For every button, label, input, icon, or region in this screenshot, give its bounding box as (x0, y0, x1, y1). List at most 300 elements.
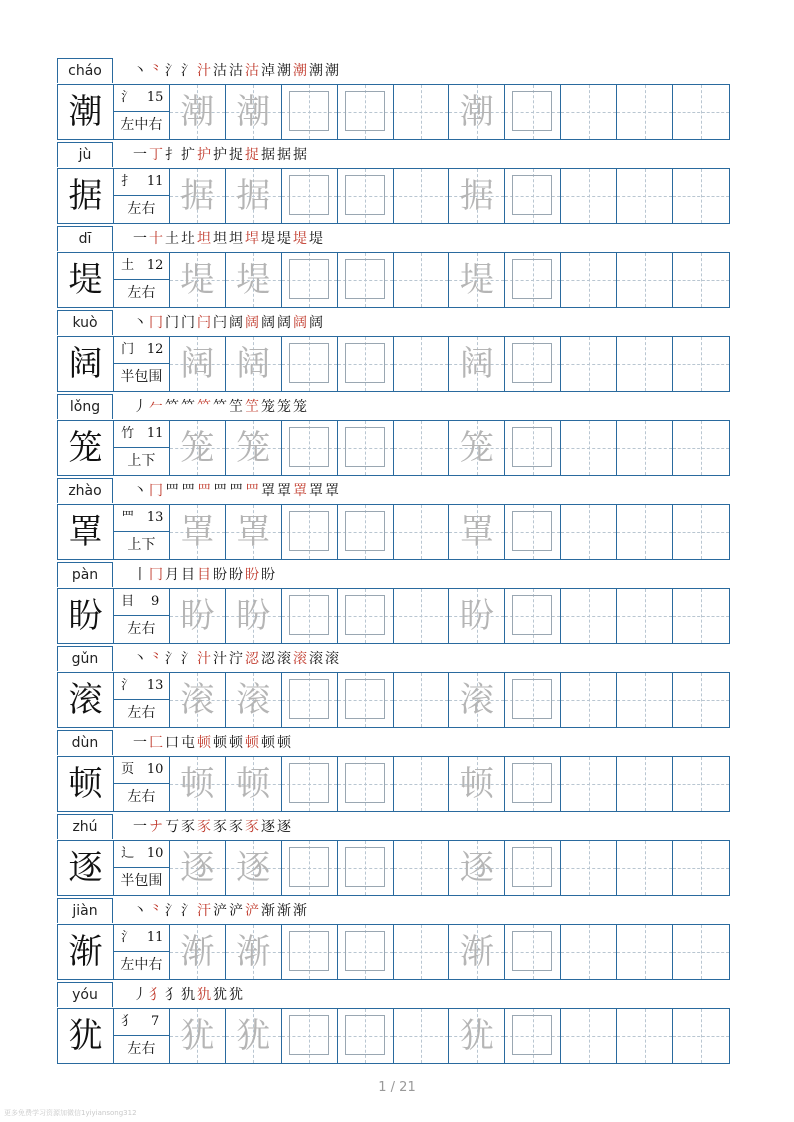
writing-cell[interactable] (617, 673, 673, 727)
stroke-step: 十 (149, 231, 163, 247)
writing-cell[interactable] (617, 85, 673, 139)
radical-label: 门 (121, 342, 135, 357)
radical-label: 辶 (121, 846, 135, 861)
stroke-step: 氵 (165, 651, 179, 667)
trace-character: 据 (236, 176, 271, 216)
trace-character: 渐 (236, 932, 271, 972)
stroke-step: 沽 (229, 63, 243, 79)
writing-box (345, 343, 385, 383)
stroke-step: 盼 (213, 567, 227, 583)
boxed-writing-cell[interactable] (282, 169, 338, 223)
stroke-step: 罩 (309, 483, 323, 499)
stroke-step: 浐 (213, 903, 227, 919)
writing-cell[interactable] (673, 673, 729, 727)
writing-cell[interactable] (673, 757, 729, 811)
trace-character: 犹 (236, 1016, 271, 1056)
boxed-writing-cell[interactable] (505, 169, 561, 223)
stroke-step: 潮 (277, 63, 291, 79)
trace-cell[interactable] (449, 757, 505, 811)
practice-row (57, 504, 730, 560)
stroke-step: 渐 (293, 903, 307, 919)
stroke-step: 盼 (245, 567, 259, 583)
stroke-step: 𥫗 (213, 399, 227, 415)
boxed-writing-cell[interactable] (338, 757, 394, 811)
trace-character: 罩 (459, 512, 494, 552)
writing-cell[interactable] (617, 925, 673, 979)
writing-cell[interactable] (561, 673, 617, 727)
stroke-step: 罒 (197, 483, 211, 499)
character-info (114, 757, 170, 811)
stroke-step: 渐 (261, 903, 275, 919)
writing-cell[interactable] (617, 421, 673, 475)
writing-cell[interactable] (394, 337, 450, 391)
pinyin-label: cháo (57, 58, 113, 83)
stroke-step: 潮 (293, 63, 307, 79)
writing-box (289, 91, 329, 131)
trace-cell[interactable] (226, 841, 282, 895)
stroke-step: 门 (165, 315, 179, 331)
entry-header (57, 646, 731, 672)
writing-cell[interactable] (394, 505, 450, 559)
trace-cell[interactable] (226, 589, 282, 643)
boxed-writing-cell[interactable] (282, 505, 338, 559)
writing-cell[interactable] (394, 85, 450, 139)
stroke-count: 11 (146, 930, 164, 945)
stroke-step: 氵 (165, 63, 179, 79)
structure-label: 左中右 (120, 117, 163, 133)
trace-cell[interactable] (226, 85, 282, 139)
character-info (114, 421, 170, 475)
writing-cell[interactable] (561, 757, 617, 811)
writing-cell[interactable] (617, 169, 673, 223)
trace-cell[interactable] (170, 85, 226, 139)
stroke-count: 11 (146, 174, 164, 189)
stroke-step: 涊 (245, 651, 259, 667)
stroke-step: 捉 (245, 147, 259, 163)
trace-cell[interactable] (449, 421, 505, 475)
character-info (114, 169, 170, 223)
trace-cell[interactable] (226, 757, 282, 811)
practice-row (57, 84, 730, 140)
writing-box (512, 679, 552, 719)
writing-cell[interactable] (617, 757, 673, 811)
writing-cell[interactable] (673, 589, 729, 643)
stroke-step: 氵 (181, 651, 195, 667)
model-character: 据 (58, 169, 114, 223)
writing-box (345, 511, 385, 551)
trace-character: 潮 (180, 92, 215, 132)
trace-character: 罩 (236, 512, 271, 552)
boxed-writing-cell[interactable] (505, 337, 561, 391)
trace-cell[interactable] (226, 421, 282, 475)
stroke-step: 氵 (181, 63, 195, 79)
trace-character: 阔 (180, 344, 215, 384)
character-info (114, 1009, 170, 1063)
model-character: 堤 (58, 253, 114, 307)
structure-label: 上下 (127, 537, 156, 553)
stroke-step: 丿 (133, 987, 147, 1003)
stroke-step: 罩 (325, 483, 339, 499)
writing-cell[interactable] (617, 1009, 673, 1063)
stroke-step: 丿 (133, 399, 147, 415)
stroke-step: 据 (261, 147, 275, 163)
boxed-writing-cell[interactable] (338, 85, 394, 139)
stroke-step: 盼 (229, 567, 243, 583)
boxed-writing-cell[interactable] (338, 505, 394, 559)
pinyin-label: jù (57, 142, 113, 167)
boxed-writing-cell[interactable] (338, 841, 394, 895)
stroke-step: 屯 (181, 735, 195, 751)
trace-cell[interactable] (170, 925, 226, 979)
model-character: 犹 (58, 1009, 114, 1063)
stroke-step: ⺀ (149, 903, 163, 919)
stroke-step: 堤 (309, 231, 323, 247)
trace-cell[interactable] (170, 505, 226, 559)
boxed-writing-cell[interactable] (338, 1009, 394, 1063)
stroke-count: 15 (146, 90, 164, 105)
stroke-step: 罒 (181, 483, 195, 499)
stroke-step: 笁 (245, 399, 259, 415)
trace-character: 笼 (180, 428, 215, 468)
pinyin-label: zhào (57, 478, 113, 503)
stroke-step: 目 (181, 567, 195, 583)
writing-cell[interactable] (394, 253, 450, 307)
stroke-step: 浐 (229, 903, 243, 919)
writing-box (345, 427, 385, 467)
character-entry (57, 310, 731, 394)
trace-character: 笼 (459, 428, 494, 468)
stroke-step: 𥫗 (197, 399, 211, 415)
stroke-step: 目 (197, 567, 211, 583)
stroke-step: 坦 (213, 231, 227, 247)
stroke-step: 一 (133, 147, 147, 163)
stroke-step: 据 (277, 147, 291, 163)
writing-cell[interactable] (673, 505, 729, 559)
stroke-step: 𥫗 (165, 399, 179, 415)
trace-cell[interactable] (170, 1009, 226, 1063)
character-entry (57, 562, 731, 646)
boxed-writing-cell[interactable] (282, 841, 338, 895)
radical-label: 氵 (121, 678, 135, 693)
stroke-step: 冂 (149, 567, 163, 583)
writing-cell[interactable] (394, 589, 450, 643)
stroke-step: 犭 (149, 987, 163, 1003)
stroke-step: 丶 (133, 315, 147, 331)
writing-cell[interactable] (673, 253, 729, 307)
boxed-writing-cell[interactable] (505, 1009, 561, 1063)
writing-cell[interactable] (561, 337, 617, 391)
stroke-step: 潮 (325, 63, 339, 79)
character-entry (57, 142, 731, 226)
stroke-order-sequence (133, 312, 325, 334)
stroke-step: 扩 (181, 147, 195, 163)
stroke-step: 豕 (181, 819, 195, 835)
trace-character: 盼 (459, 596, 494, 636)
stroke-step: 犰 (197, 987, 211, 1003)
writing-cell[interactable] (617, 505, 673, 559)
entry-header (57, 142, 731, 168)
trace-cell[interactable] (449, 1009, 505, 1063)
stroke-step: 匚 (149, 735, 163, 751)
trace-cell[interactable] (449, 169, 505, 223)
boxed-writing-cell[interactable] (282, 589, 338, 643)
trace-character: 阔 (459, 344, 494, 384)
radical-label: 犭 (121, 1014, 135, 1029)
structure-label: 左右 (127, 621, 156, 637)
entry-header (57, 226, 731, 252)
boxed-writing-cell[interactable] (505, 421, 561, 475)
boxed-writing-cell[interactable] (505, 589, 561, 643)
stroke-step: 堤 (261, 231, 275, 247)
stroke-step: 浐 (245, 903, 259, 919)
stroke-step: 涊 (261, 651, 275, 667)
boxed-writing-cell[interactable] (338, 589, 394, 643)
stroke-order-sequence (133, 564, 277, 586)
stroke-step: 土 (165, 231, 179, 247)
stroke-count: 9 (151, 594, 160, 609)
model-character: 阔 (58, 337, 114, 391)
boxed-writing-cell[interactable] (505, 673, 561, 727)
trace-cell[interactable] (449, 337, 505, 391)
writing-cell[interactable] (394, 841, 450, 895)
writing-box (345, 595, 385, 635)
writing-cell[interactable] (561, 253, 617, 307)
writing-cell[interactable] (561, 841, 617, 895)
boxed-writing-cell[interactable] (338, 169, 394, 223)
structure-label: 左中右 (120, 957, 163, 973)
writing-cell[interactable] (673, 841, 729, 895)
writing-cell[interactable] (673, 169, 729, 223)
stroke-step: 汁 (197, 63, 211, 79)
boxed-writing-cell[interactable] (505, 757, 561, 811)
writing-box (512, 847, 552, 887)
boxed-writing-cell[interactable] (338, 337, 394, 391)
boxed-writing-cell[interactable] (338, 925, 394, 979)
stroke-step: 𠂉 (149, 399, 163, 415)
stroke-step: 堤 (293, 231, 307, 247)
pinyin-label: pàn (57, 562, 113, 587)
boxed-writing-cell[interactable] (505, 505, 561, 559)
model-character: 潮 (58, 85, 114, 139)
model-character: 笼 (58, 421, 114, 475)
writing-box (289, 595, 329, 635)
writing-cell[interactable] (617, 589, 673, 643)
stroke-step: 顿 (213, 735, 227, 751)
boxed-writing-cell[interactable] (505, 925, 561, 979)
stroke-step: 潮 (309, 63, 323, 79)
writing-cell[interactable] (394, 169, 450, 223)
stroke-step: 一 (133, 819, 147, 835)
writing-cell[interactable] (561, 505, 617, 559)
writing-box (512, 1015, 552, 1055)
trace-character: 犹 (459, 1016, 494, 1056)
writing-cell[interactable] (673, 925, 729, 979)
trace-cell[interactable] (170, 757, 226, 811)
stroke-step: 沽 (245, 63, 259, 79)
writing-cell[interactable] (561, 589, 617, 643)
writing-cell[interactable] (561, 85, 617, 139)
stroke-order-sequence (133, 60, 341, 82)
boxed-writing-cell[interactable] (338, 421, 394, 475)
boxed-writing-cell[interactable] (282, 85, 338, 139)
trace-cell[interactable] (226, 253, 282, 307)
trace-character: 盼 (180, 596, 215, 636)
stroke-step: 丶 (133, 651, 147, 667)
entry-header (57, 814, 731, 840)
character-entry (57, 58, 731, 142)
boxed-writing-cell[interactable] (282, 421, 338, 475)
writing-box (345, 763, 385, 803)
writing-cell[interactable] (673, 85, 729, 139)
entry-header (57, 394, 731, 420)
stroke-step: 笼 (277, 399, 291, 415)
stroke-order-sequence (133, 396, 309, 418)
model-character: 逐 (58, 841, 114, 895)
stroke-step: 逐 (277, 819, 291, 835)
stroke-step: 坦 (197, 231, 211, 247)
stroke-step: 犹 (229, 987, 243, 1003)
radical-label: 页 (121, 762, 135, 777)
writing-cell[interactable] (394, 757, 450, 811)
boxed-writing-cell[interactable] (282, 337, 338, 391)
trace-character: 罩 (180, 512, 215, 552)
trace-cell[interactable] (226, 925, 282, 979)
stroke-step: 坦 (229, 231, 243, 247)
trace-cell[interactable] (449, 505, 505, 559)
structure-label: 左右 (127, 285, 156, 301)
stroke-step: 滚 (309, 651, 323, 667)
writing-cell[interactable] (394, 1009, 450, 1063)
trace-cell[interactable] (226, 673, 282, 727)
writing-cell[interactable] (617, 337, 673, 391)
trace-cell[interactable] (449, 85, 505, 139)
trace-character: 逐 (236, 848, 271, 888)
trace-cell[interactable] (170, 421, 226, 475)
character-entry (57, 982, 731, 1066)
radical-label: 目 (121, 594, 135, 609)
stroke-order-sequence (133, 732, 293, 754)
boxed-writing-cell[interactable] (282, 1009, 338, 1063)
practice-row (57, 840, 730, 896)
boxed-writing-cell[interactable] (282, 757, 338, 811)
trace-character: 顿 (180, 764, 215, 804)
stroke-step: 月 (165, 567, 179, 583)
trace-cell[interactable] (226, 505, 282, 559)
trace-cell[interactable] (449, 925, 505, 979)
character-info (114, 589, 170, 643)
writing-box (289, 259, 329, 299)
writing-cell[interactable] (561, 1009, 617, 1063)
stroke-step: 氵 (165, 903, 179, 919)
stroke-order-sequence (133, 480, 341, 502)
stroke-step: 沽 (213, 63, 227, 79)
stroke-step: 犭 (165, 987, 179, 1003)
trace-cell[interactable] (170, 337, 226, 391)
trace-character: 逐 (180, 848, 215, 888)
writing-box (512, 511, 552, 551)
trace-cell[interactable] (449, 673, 505, 727)
writing-cell[interactable] (561, 925, 617, 979)
boxed-writing-cell[interactable] (505, 253, 561, 307)
stroke-step: 护 (213, 147, 227, 163)
stroke-step: 氵 (181, 903, 195, 919)
trace-cell[interactable] (170, 673, 226, 727)
writing-cell[interactable] (561, 421, 617, 475)
stroke-count: 7 (151, 1014, 160, 1029)
boxed-writing-cell[interactable] (338, 673, 394, 727)
trace-character: 盼 (236, 596, 271, 636)
writing-box (345, 931, 385, 971)
trace-cell[interactable] (226, 1009, 282, 1063)
stroke-step: 阔 (229, 315, 243, 331)
character-info (114, 85, 170, 139)
boxed-writing-cell[interactable] (505, 85, 561, 139)
trace-cell[interactable] (170, 253, 226, 307)
writing-cell[interactable] (561, 169, 617, 223)
boxed-writing-cell[interactable] (282, 925, 338, 979)
writing-box (345, 847, 385, 887)
trace-character: 渐 (180, 932, 215, 972)
structure-label: 左右 (127, 789, 156, 805)
writing-cell[interactable] (673, 421, 729, 475)
stroke-step: 汁 (197, 651, 211, 667)
writing-cell[interactable] (673, 1009, 729, 1063)
writing-box (512, 763, 552, 803)
stroke-step: 盼 (261, 567, 275, 583)
practice-row (57, 924, 730, 980)
writing-box (512, 427, 552, 467)
structure-label: 上下 (127, 453, 156, 469)
entry-header (57, 562, 731, 588)
trace-cell[interactable] (170, 589, 226, 643)
structure-label: 左右 (127, 1041, 156, 1057)
trace-character: 逐 (459, 848, 494, 888)
writing-cell[interactable] (394, 925, 450, 979)
writing-cell[interactable] (673, 337, 729, 391)
trace-cell[interactable] (449, 841, 505, 895)
stroke-step: 犰 (181, 987, 195, 1003)
trace-cell[interactable] (170, 169, 226, 223)
boxed-writing-cell[interactable] (338, 253, 394, 307)
stroke-step: 闩 (197, 315, 211, 331)
trace-cell[interactable] (226, 169, 282, 223)
boxed-writing-cell[interactable] (505, 841, 561, 895)
writing-cell[interactable] (617, 253, 673, 307)
writing-cell[interactable] (394, 421, 450, 475)
trace-cell[interactable] (449, 589, 505, 643)
stroke-step: 阔 (309, 315, 323, 331)
trace-cell[interactable] (449, 253, 505, 307)
practice-row (57, 756, 730, 812)
stroke-step: 冂 (149, 315, 163, 331)
writing-box (289, 343, 329, 383)
stroke-order-sequence (133, 900, 309, 922)
writing-cell[interactable] (394, 673, 450, 727)
boxed-writing-cell[interactable] (282, 673, 338, 727)
page-number: 1 / 21 (378, 1080, 416, 1095)
trace-cell[interactable] (170, 841, 226, 895)
practice-sheet (57, 58, 731, 1066)
writing-box (512, 175, 552, 215)
boxed-writing-cell[interactable] (282, 253, 338, 307)
stroke-step: 顿 (245, 735, 259, 751)
stroke-step: 笼 (261, 399, 275, 415)
stroke-step: 豕 (213, 819, 227, 835)
stroke-count: 13 (146, 510, 164, 525)
trace-cell[interactable] (226, 337, 282, 391)
writing-cell[interactable] (617, 841, 673, 895)
trace-character: 据 (459, 176, 494, 216)
